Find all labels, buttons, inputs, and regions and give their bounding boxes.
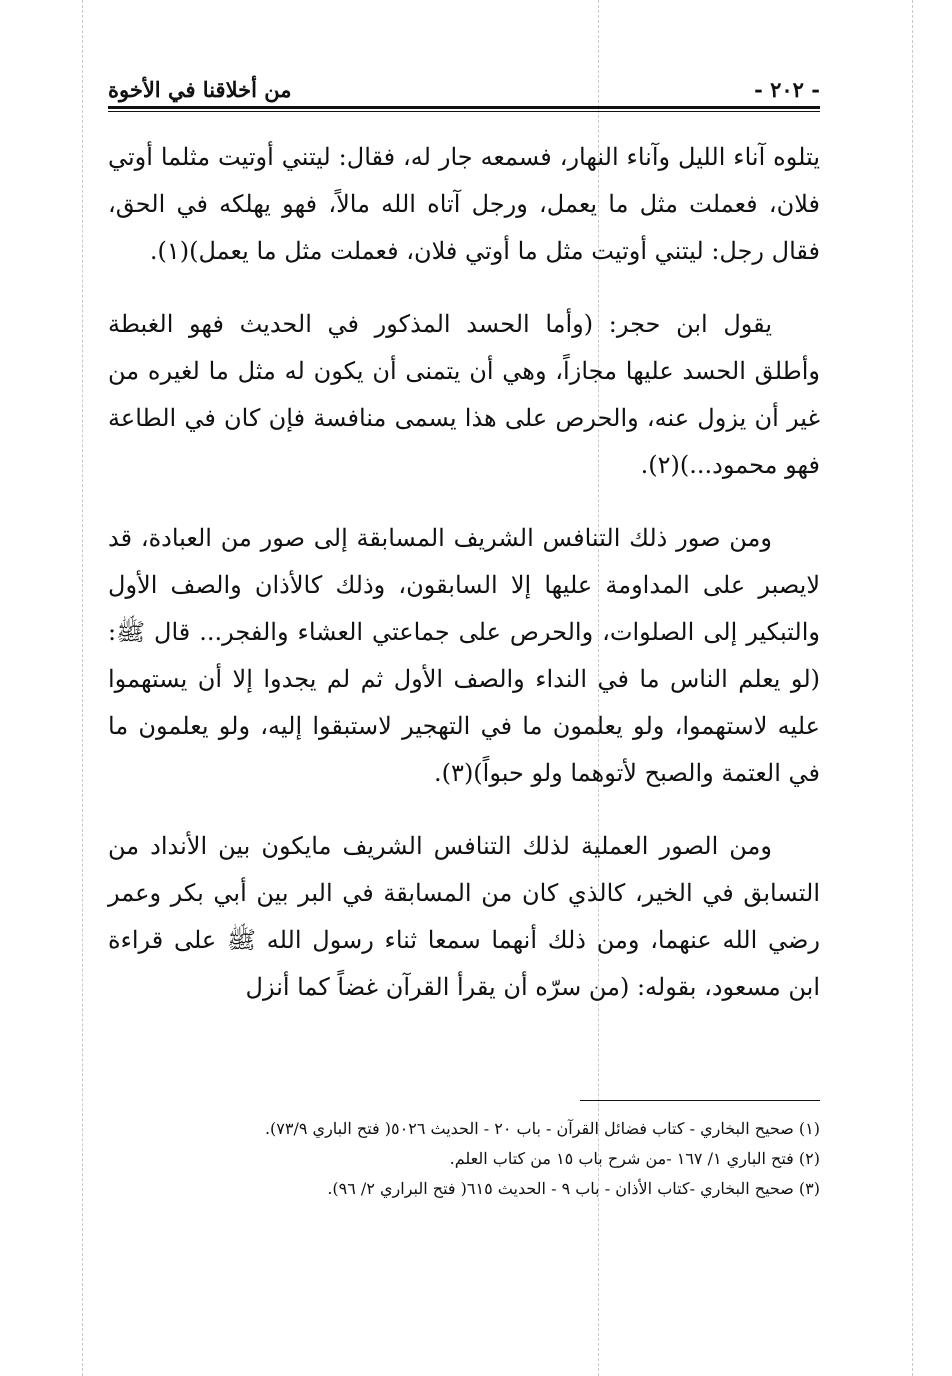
paragraph-1: يتلوه آناء الليل وآناء النهار، فسمعه جار له، فقال: ليتني أوتيت مثلما أوتي فلان، فعملت مثل ما يعمل، ورجل آتاه الله مالاً، فهو يهلكه في الحق، فقال رجل: ليتني أوتيت مثل ما أوتي فلان، فعملت مثل ما يعمل)(١).	[108, 143, 820, 265]
scan-fold-line-left	[82, 0, 83, 1376]
footnote-2: (٢) فتح الباري ١/ ١٦٧ -من شرح باب ١٥ من كتاب العلم.	[449, 1149, 820, 1168]
body-text	[108, 134, 820, 1037]
header-rule-thin	[108, 111, 820, 112]
book-page	[108, 40, 820, 1340]
paragraph-3: ومن صور ذلك التنافس الشريف المسابقة إلى صور من العبادة، قد لايصبر على المداومة عليها إلا السابقون، وذلك كالأذان والصف الأول والتبكير إلى الصلوات، والحرص على جماعتي العشاء والفجر... قال ﷺ: (لو يعلم الناس ما في النداء والصف الأول ثم لم يجدوا إلا أن يستهموا عليه لاستهموا، ولو يعلمون ما في التهجير لاستبقوا إليه، ولو يعلمون ما في العتمة والصبح لأتوهما ولو حبواً)(٣).	[108, 524, 820, 787]
paragraph-2: يقول ابن حجر: (وأما الحسد المذكور في الحديث فهو الغبطة وأطلق الحسد عليها مجازاً، وهي أن يتمنى أن يكون له مثل ما لغيره من غير أن يزول عنه، والحرص على هذا يسمى منافسة فإن كان في الطاعة فهو محمود...)(٢).	[108, 310, 820, 479]
running-title: من أخلاقنا في الأخوة	[108, 77, 292, 102]
scan-fold-line-right	[912, 0, 913, 1376]
running-header	[108, 62, 820, 102]
footnote-1: (١) صحيح البخاري - كتاب فضائل القرآن - باب ٢٠ - الحديث ٥٠٢٦( فتح الباري ٧٣/٩).	[264, 1119, 820, 1138]
header-rule	[108, 106, 820, 109]
footnotes	[108, 1114, 820, 1204]
paragraph-4: ومن الصور العملية لذلك التنافس الشريف مايكون بين الأنداد من التسابق في الخير، كالذي كان من المسابقة في البر بين أبي بكر وعمر رضي الله عنهما، ومن ذلك أنهما سمعا ثناء رسول الله ﷺ على قراءة ابن مسعود، بقوله: (من سرّه أن يقرأ القرآن غضاً كما أنزل	[108, 832, 820, 1001]
footnote-rule	[580, 1100, 820, 1101]
page-number: - ٢٠٢ -	[754, 77, 820, 102]
footnote-3: (٣) صحيح البخاري -كتاب الأذان - باب ٩ - الحديث ٦١٥( فتح البراري ٢/ ٩٦).	[327, 1179, 820, 1198]
